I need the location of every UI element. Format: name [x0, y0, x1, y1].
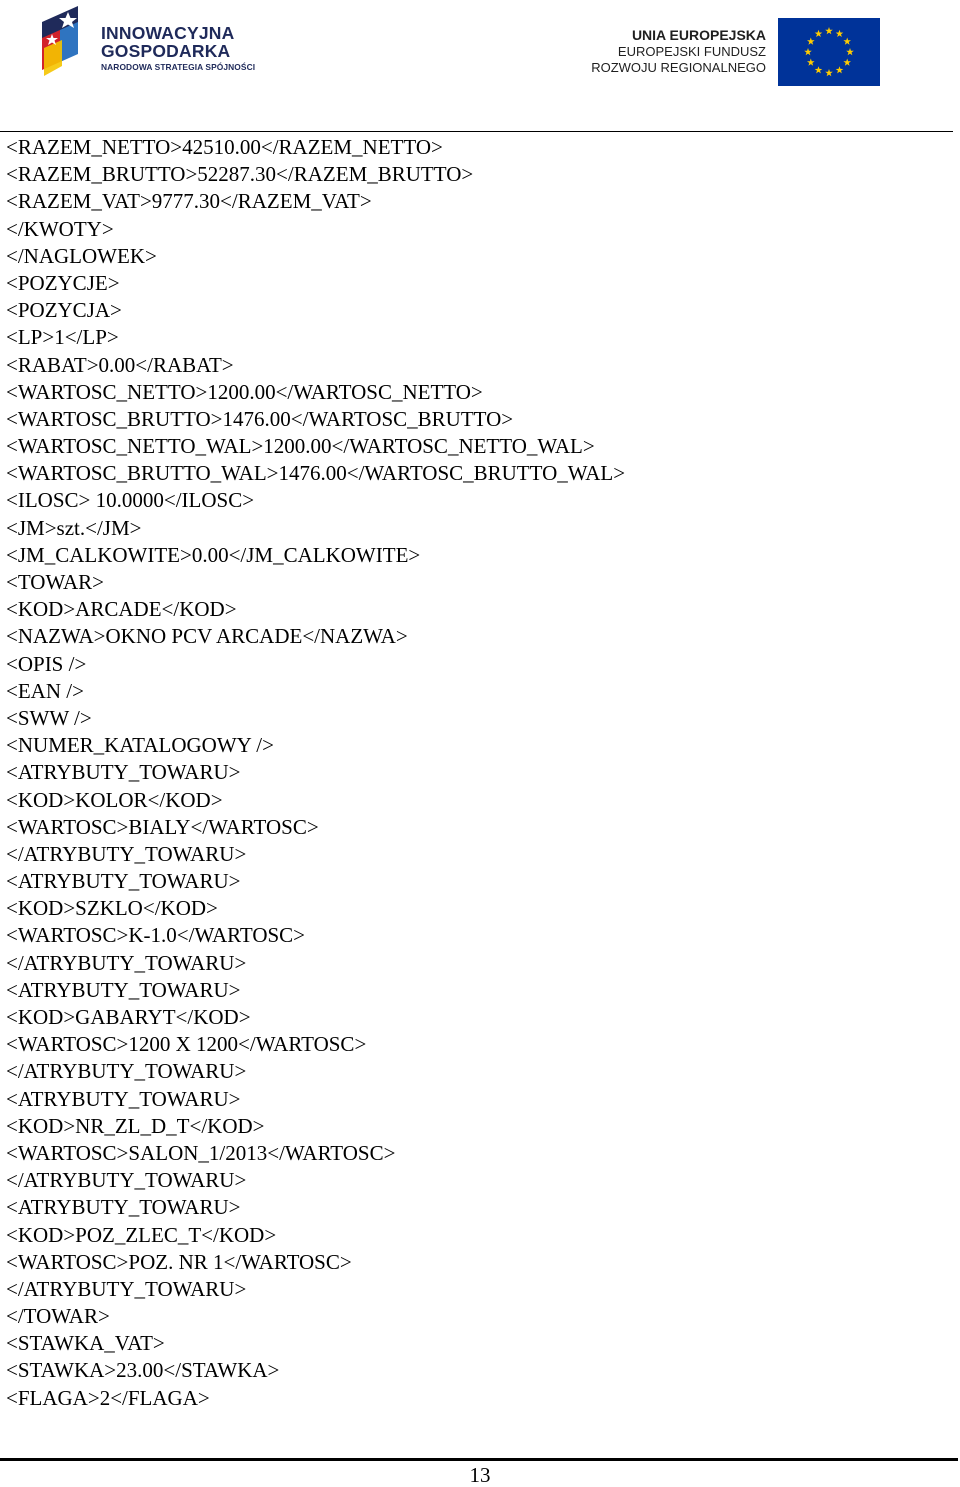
xml-line: <KOD>SZKLO</KOD> — [6, 896, 218, 921]
xml-line: <SWW /> — [6, 705, 92, 730]
xml-line: <OPIS /> — [6, 651, 87, 676]
xml-line: <POZYCJE> — [6, 270, 120, 295]
eu-logo-text — [591, 26, 766, 76]
xml-line: <RABAT>0.00</RABAT> — [6, 352, 234, 377]
xml-line: <KOD>POZ_ZLEC_T</KOD> — [6, 1222, 277, 1247]
logo-left-line1: INNOWACYJNA — [101, 23, 235, 43]
xml-line: <STAWKA_VAT> — [6, 1331, 165, 1356]
xml-line: <ILOSC> 10.0000</ILOSC> — [6, 488, 255, 513]
xml-line: </ATRYBUTY_TOWARU> — [6, 1168, 247, 1193]
xml-line: <JM_CALKOWITE>0.00</JM_CALKOWITE> — [6, 542, 421, 567]
logo-left-line2: GOSPODARKA — [101, 41, 231, 61]
xml-line: </ATRYBUTY_TOWARU> — [6, 1059, 247, 1084]
xml-line: <WARTOSC>BIALY</WARTOSC> — [6, 814, 319, 839]
xml-line: <WARTOSC>1200 X 1200</WARTOSC> — [6, 1032, 367, 1057]
xml-line: <WARTOSC_BRUTTO>1476.00</WARTOSC_BRUTTO> — [6, 406, 514, 431]
header-divider — [0, 131, 953, 132]
xml-line: </ATRYBUTY_TOWARU> — [6, 841, 247, 866]
xml-line: </ATRYBUTY_TOWARU> — [6, 950, 247, 975]
xml-line: <WARTOSC_NETTO_WAL>1200.00</WARTOSC_NETTO_WAL> — [6, 434, 595, 459]
xml-line: <EAN /> — [6, 678, 84, 703]
xml-line: <KOD>NR_ZL_D_T</KOD> — [6, 1113, 265, 1138]
xml-line: <ATRYBUTY_TOWARU> — [6, 977, 241, 1002]
eu-flag-icon — [778, 18, 880, 86]
eu-logo-line1: UNIA EUROPEJSKA — [631, 27, 766, 43]
xml-line: <WARTOSC_BRUTTO_WAL>1476.00</WARTOSC_BRUTTO_WAL> — [6, 461, 626, 486]
eu-logo-line3: ROZWOJU REGIONALNEGO — [591, 60, 766, 75]
xml-line: <KOD>KOLOR</KOD> — [6, 787, 223, 812]
xml-line: <ATRYBUTY_TOWARU> — [6, 760, 241, 785]
page-header — [0, 0, 960, 130]
xml-line: <RAZEM_VAT>9777.30</RAZEM_VAT> — [6, 189, 372, 214]
logo-left-text — [101, 24, 255, 73]
xml-line: </ATRYBUTY_TOWARU> — [6, 1276, 247, 1301]
xml-line: <RAZEM_NETTO>42510.00</RAZEM_NETTO> — [6, 135, 443, 159]
xml-line: <JM>szt.</JM> — [6, 515, 142, 540]
xml-listing — [6, 134, 946, 1412]
eu-logo-line2: EUROPEJSKI FUNDUSZ — [617, 44, 766, 59]
xml-line: <WARTOSC>K-1.0</WARTOSC> — [6, 923, 306, 948]
xml-line: </NAGLOWEK> — [6, 243, 157, 268]
xml-line: <WARTOSC>POZ. NR 1</WARTOSC> — [6, 1249, 352, 1274]
eu-logo — [592, 18, 882, 88]
logo-left-tagline: NARODOWA STRATEGIA SPÓJNOŚCI — [101, 62, 256, 72]
xml-line: </TOWAR> — [6, 1304, 110, 1329]
xml-line: <NUMER_KATALOGOWY /> — [6, 733, 274, 758]
xml-line: <LP>1</LP> — [6, 325, 119, 350]
xml-line: <FLAGA>2</FLAGA> — [6, 1385, 210, 1410]
xml-line: <NAZWA>OKNO PCV ARCADE</NAZWA> — [6, 624, 408, 649]
innowacyjna-gospodarka-emblem-icon — [38, 4, 100, 78]
xml-line: <STAWKA>23.00</STAWKA> — [6, 1358, 280, 1383]
xml-line: <WARTOSC>SALON_1/2013</WARTOSC> — [6, 1140, 396, 1165]
xml-line: <ATRYBUTY_TOWARU> — [6, 1086, 241, 1111]
innowacyjna-gospodarka-logo — [38, 4, 278, 82]
xml-line: <TOWAR> — [6, 570, 104, 594]
footer-divider — [0, 1458, 958, 1461]
xml-line: <WARTOSC_NETTO>1200.00</WARTOSC_NETTO> — [6, 379, 483, 404]
xml-line: <KOD>ARCADE</KOD> — [6, 597, 237, 622]
xml-line: <ATRYBUTY_TOWARU> — [6, 1195, 241, 1220]
xml-line: </KWOTY> — [6, 216, 114, 241]
xml-line: <KOD>GABARYT</KOD> — [6, 1005, 251, 1029]
xml-line: <ATRYBUTY_TOWARU> — [6, 869, 241, 894]
page-number: 13 — [469, 1463, 491, 1487]
xml-line: <POZYCJA> — [6, 298, 122, 323]
xml-line: <RAZEM_BRUTTO>52287.30</RAZEM_BRUTTO> — [6, 162, 474, 187]
